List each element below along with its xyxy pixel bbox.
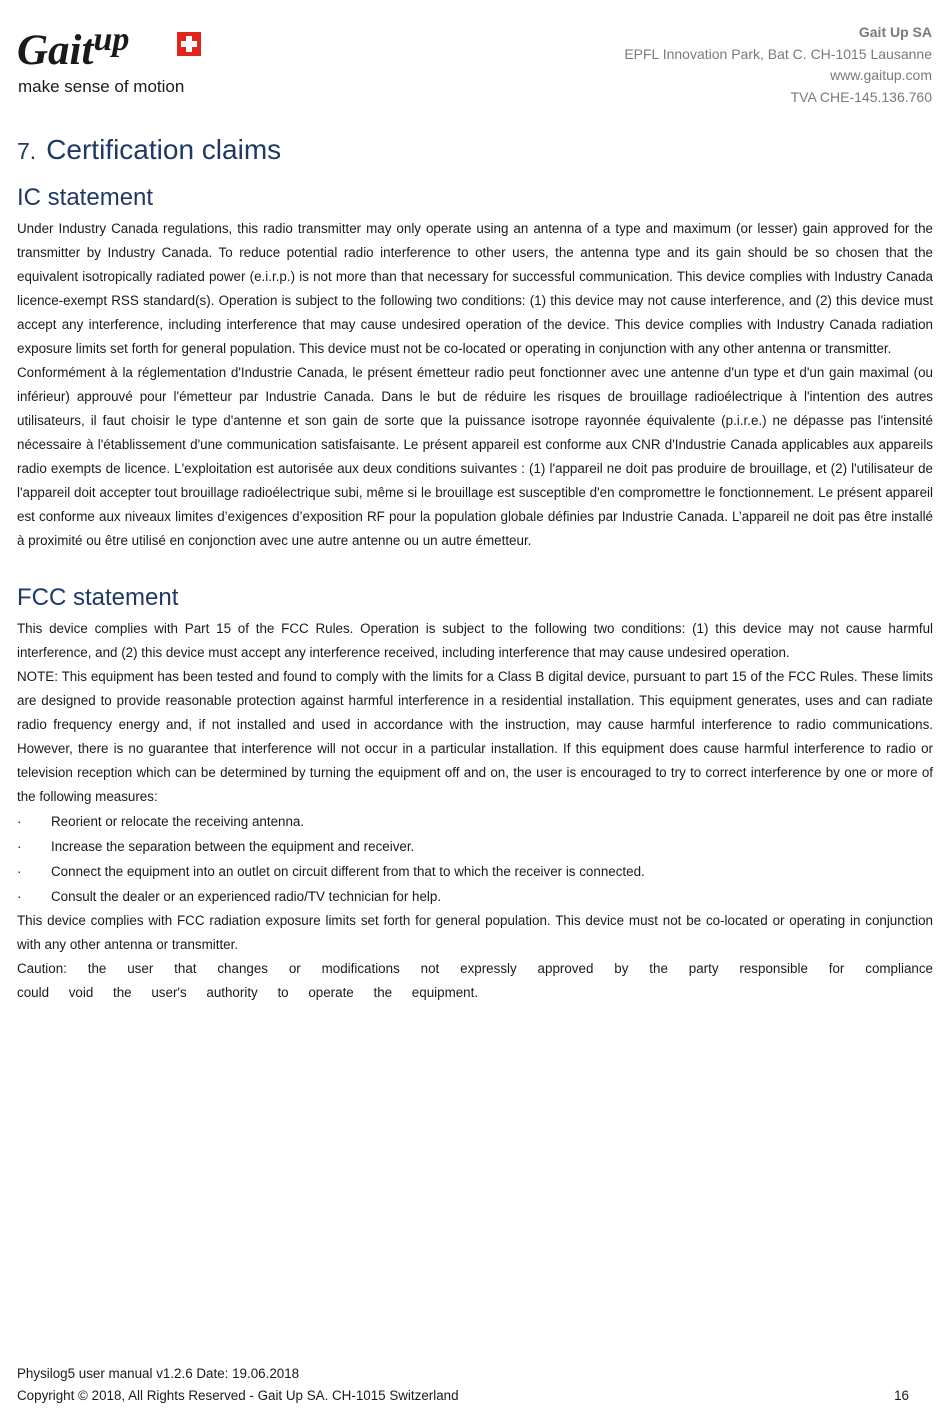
section-title: [17, 128, 933, 173]
fcc-paragraph-2: NOTE: This equipment has been tested and found to comply with the limits for a Class B digital device, pursuant to part 15 of the FCC Rules. These limits are designed to provide reasonable protection against harmful interference in a residential installation. This equipment generates, uses and can radiate radio frequency energy and, if not installed and used in accordance with the instruction, may cause harmful interference to radio communications. However, there is no guarantee that interference will not occur in a particular installation. If this equipment does cause harmful interference to radio or television reception which can be determined by turning the equipment off and on, the user is encouraged to try to correct interference by one or more of the following measures:: [17, 669, 933, 804]
logo-tagline: make sense of motion: [18, 77, 185, 96]
footer-manual-version: Physilog5 user manual v1.2.6 Date: 19.06.2018: [17, 1366, 300, 1381]
fcc-paragraph-3: This device complies with FCC radiation exposure limits set forth for general population. This device must not be co-located or operating in conjunction with any other antenna or transmitter.: [17, 913, 933, 952]
fcc-caution: Caution: the user that changes or modifications not expressly approved by the party responsible for compliance could void the user's authority to operate the equipment.: [17, 961, 933, 1000]
gaitup-logo: [17, 21, 217, 79]
company-vat: TVA CHE-145.136.760: [790, 88, 932, 105]
company-info: [624, 22, 932, 108]
section-gap: [17, 553, 933, 581]
company-address: EPFL Innovation Park, Bat C. CH-1015 Lausanne: [624, 45, 932, 62]
page-content: [17, 128, 933, 1005]
company-name: Gait Up SA: [858, 24, 932, 40]
list-item: · Reorient or relocate the receiving antenna.: [17, 814, 305, 829]
logo-wordmark: Gait$^{up}$: [17, 21, 130, 74]
company-website: www.gaitup.com: [830, 67, 932, 83]
footer-copyright: Copyright © 2018, All Rights Reserved - Gait Up SA. CH-1015 Switzerland: [17, 1388, 459, 1403]
ic-heading: IC statement: [17, 184, 154, 211]
page-footer: [17, 1363, 933, 1407]
ic-paragraph-en: Under Industry Canada regulations, this radio transmitter may only operate using an antenna of a type and maximum (or lesser) gain approved for the transmitter by Industry Canada. To reduce potential radio interference to other users, the antenna type and its gain should be so chosen that the equivalent isotropically radiated power (e.i.r.p.) is not more than that necessary for successful communication. This device complies with Industry Canada licence-exempt RSS standard(s). Operation is subject to the following two conditions: (1) this device may not cause interference, and (2) this device must accept any interference, including interference that may cause undesired operation of the device. This device complies with Industry Canada radiation exposure limits set forth for general population. This device must not be co-located or operating in conjunction with any other antenna or transmitter.: [17, 221, 933, 356]
section-number: 7.: [17, 138, 37, 164]
swiss-cross-icon: [177, 32, 201, 56]
list-item: · Connect the equipment into an outlet on circuit different from that to which the receiver is connected.: [17, 864, 645, 879]
fcc-paragraph-1: This device complies with Part 15 of the FCC Rules. Operation is subject to the following two conditions: (1) this device may not cause harmful interference, and (2) this device must accept any interference received, including interference that may cause undesired operation.: [17, 621, 933, 660]
page-number: 16: [894, 1388, 909, 1403]
fcc-heading: FCC statement: [17, 584, 179, 611]
fcc-measures-list: [17, 809, 933, 909]
section-title-text: Certification claims: [46, 134, 282, 165]
list-item: · Increase the separation between the equipment and receiver.: [17, 839, 415, 854]
list-item: · Consult the dealer or an experienced radio/TV technician for help.: [17, 889, 442, 904]
ic-paragraph-fr: Conformément à la réglementation d'Industrie Canada, le présent émetteur radio peut fonctionner avec une antenne d'un type et d'un gain maximal (ou inférieur) approuvé pour l'émetteur par Industrie Canada. Dans le but de réduire les risques de brouillage radioélectrique à l'intention des autres utilisateurs, il faut choisir le type d'antenne et son gain de sorte que la puissance isotrope rayonnée équivalente (p.i.r.e.) ne dépasse pas l'intensité nécessaire à l'établissement d'une communication satisfaisante. Le présent appareil est conforme aux CNR d'Industrie Canada applicables aux appareils radio exempts de licence. L'exploitation est autorisée aux deux conditions suivantes : (1) l'appareil ne doit pas produire de brouillage, et (2) l'utilisateur de l'appareil doit accepter tout brouillage radioélectrique subi, même si le brouillage est susceptible d'en compromettre le fonctionnement. Le présent appareil est conforme aux niveaux limites d’exigences d’exposition RF pour la population globale définies par Industrie Canada. L’appareil ne doit pas être installé à proximité ou être utilisé en conjonction avec une autre antenne ou un autre émetteur.: [17, 365, 933, 548]
